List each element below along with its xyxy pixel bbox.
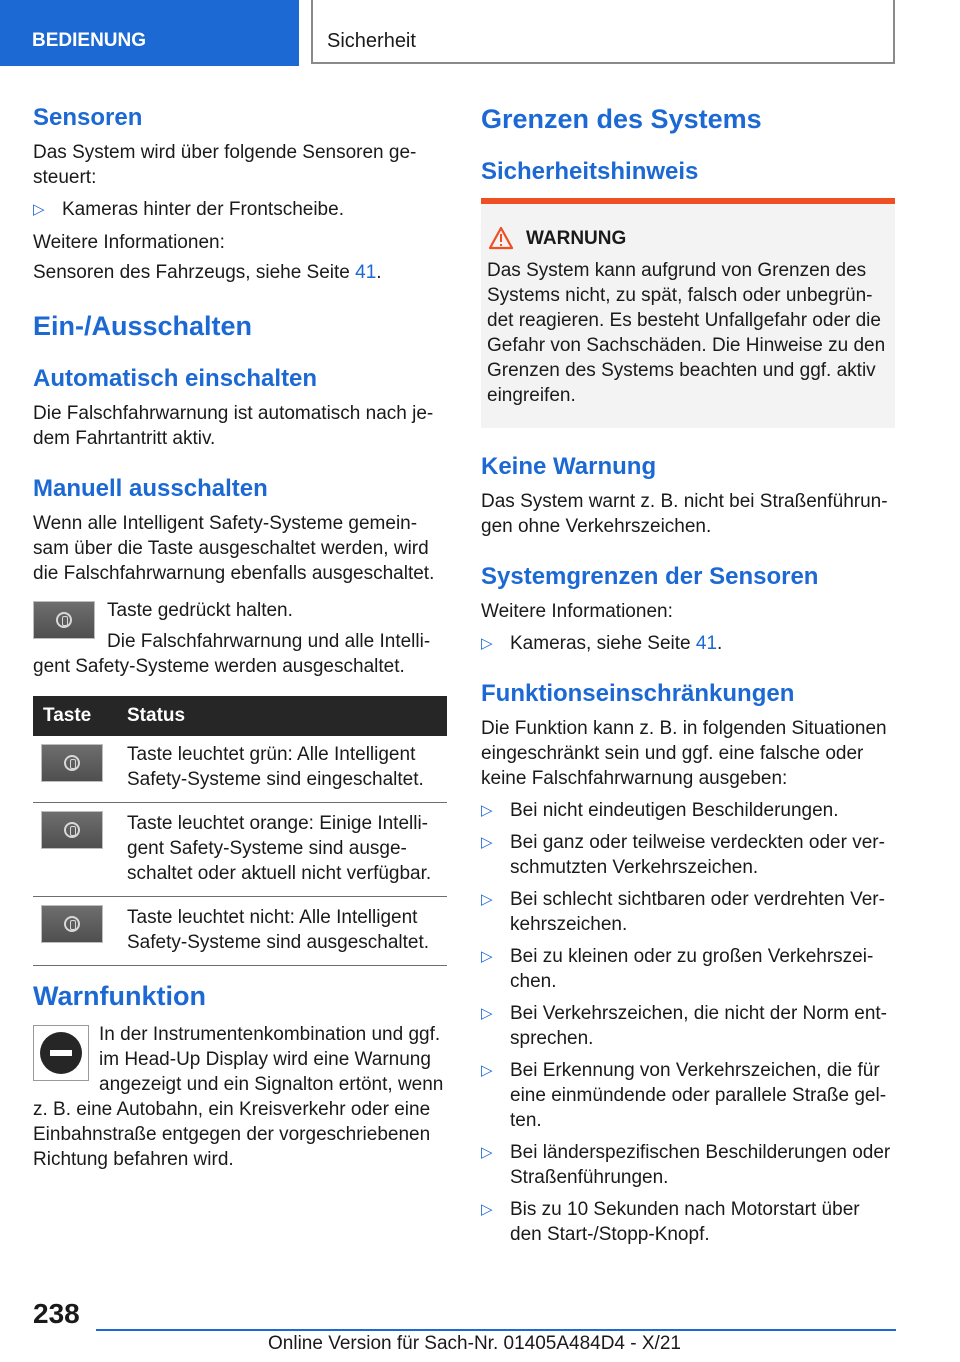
warning-triangle-icon [488,226,514,250]
table-cell-line: Taste leuchtet nicht: Alle Intelligent [127,907,418,928]
safety-icon [56,612,72,628]
page-header [0,0,960,66]
list-item: ▷ Bei Erkennung von Verkehrszeichen, die für eine einmündende oder parallele Straße gel- ten. [481,1060,887,1131]
no-entry-icon [33,1025,89,1081]
safety-button-image [33,601,95,639]
text-warn-2: im Head-Up Display wird eine Warnung [99,1049,431,1070]
heading-grenzen: Grenzen des Systems [481,104,762,134]
text-taste-step2b: gent Safety-Systeme werden ausgeschaltet. [33,656,405,677]
warning-line: Systems nicht, zu spät, falsch oder unbegrün- [487,285,873,306]
safety-icon [64,755,80,771]
warning-line: Gefahr von Sachschäden. Die Hinweise zu den [487,335,886,356]
bullet-triangle-icon: ▷ [481,1201,493,1218]
text-funktion-1: Die Funktion kann z. B. in folgenden Situationen [481,718,887,739]
warning-line: Grenzen des Systems beachten und ggf. aktiv [487,360,876,381]
page-link[interactable]: 41 [355,262,377,283]
table-row [33,736,447,803]
footer-text: Online Version für Sach-Nr. 01405A484D4 - X/21 [268,1333,681,1354]
safety-icon [64,822,80,838]
table-cell-line: Taste leuchtet grün: Alle Intelligent [127,744,416,765]
table-cell-line: schaltet oder aktuell nicht verfügbar. [127,863,432,884]
text-taste-step2a: Die Falschfahrwarnung und alle Intelli- [107,631,431,652]
bullet-triangle-icon: ▷ [481,834,493,851]
list-item: ▷ Bei ganz oder teilweise verdeckten oder ver- schmutzten Verkehrszeichen. [481,832,885,878]
table-cell-line: gent Safety-Systeme sind ausge- [127,838,407,859]
safety-icon [64,916,80,932]
heading-systemgrenzen: Systemgrenzen der Sensoren [481,563,819,590]
heading-ein-aus: Ein-/Ausschalten [33,311,253,341]
warning-line: det reagieren. Es besteht Unfallgefahr oder die [487,310,881,331]
heading-sensoren: Sensoren [33,104,143,131]
text-funktion-2: eingeschränkt sein und ggf. eine falsche oder [481,743,864,764]
text-weitere-right: Weitere Informationen: [481,601,673,622]
text-warn-6: Richtung befahren wird. [33,1149,234,1170]
bullet-triangle-icon: ▷ [481,1062,493,1079]
bullet-triangle-icon: ▷ [481,802,493,819]
text-auto-1: Die Falschfahrwarnung ist automatisch nach je- [33,403,434,424]
text-weitere: Weitere Informationen: [33,232,225,253]
list-item: ▷ Kameras, siehe Seite 41. [481,633,723,654]
bullet-triangle-icon: ▷ [481,635,493,652]
list-item: ▷ Bei nicht eindeutigen Beschilderungen. [481,800,839,821]
text-warn-1: In der Instrumentenkombination und ggf. [99,1024,441,1045]
warning-line: eingreifen. [487,385,576,406]
chapter-tab: Sicherheit [311,0,895,64]
text-funktion-3: keine Falschfahrwarnung ausgeben: [481,768,788,789]
footer-divider [96,1329,896,1331]
text-sensoren-ref: Sensoren des Fahrzeugs, siehe Seite 41. [33,262,382,283]
table-header-row [33,696,447,736]
table-row [33,803,447,897]
table-cell-line: Taste leuchtet orange: Einige Intelli- [127,813,429,834]
section-tab: BEDIENUNG [0,0,299,66]
safety-button-image [41,905,103,943]
text-taste-step1: Taste gedrückt halten. [107,600,293,621]
warning-label: WARNUNG [526,228,627,249]
table-cell-line: Safety-Systeme sind eingeschaltet. [127,769,424,790]
list-item: ▷ Bei schlecht sichtbaren oder verdrehten Ver- kehrszeichen. [481,889,885,935]
text-warn-3: angezeigt und ein Signalton ertönt, wenn [99,1074,444,1095]
list-item: ▷ Bei zu kleinen oder zu großen Verkehrszei- chen. [481,946,874,992]
safety-button-image [41,744,103,782]
safety-button-image [41,811,103,849]
list-item: ▷ Bei Verkehrszeichen, die nicht der Norm ent- sprechen. [481,1003,888,1049]
bullet-triangle-icon: ▷ [481,948,493,965]
warning-line: Das System kann aufgrund von Grenzen des [487,260,867,281]
page-number: 238 [33,1298,80,1329]
list-item: ▷ Kameras hinter der Frontscheibe. [33,199,344,220]
text-keine-1: Das System warnt z. B. nicht bei Straßenführun- [481,491,888,512]
bullet-triangle-icon: ▷ [481,1144,493,1161]
table-cell-line: Safety-Systeme sind ausgeschaltet. [127,932,430,953]
text-warn-5: Einbahnstraße entgegen der vorgeschriebenen [33,1124,431,1145]
status-table [33,696,447,966]
text-warn-4: z. B. eine Autobahn, ein Kreisverkehr oder eine [33,1099,431,1120]
bullet-triangle-icon: ▷ [481,891,493,908]
text-auto-2: dem Fahrtantritt aktiv. [33,428,216,449]
bullet-triangle-icon: ▷ [481,1005,493,1022]
list-item: ▷ Bis zu 10 Sekunden nach Motorstart über den Start-/Stopp-Knopf. [481,1199,860,1245]
heading-sicherheitshinweis: Sicherheitshinweis [481,158,699,185]
heading-automatisch: Automatisch einschalten [33,365,318,392]
heading-warnfunktion: Warnfunktion [33,981,206,1011]
heading-manuell: Manuell ausschalten [33,475,268,502]
text-manuell-3: die Falschfahrwarnung ebenfalls ausgeschaltet. [33,563,435,584]
table-header-status: Status [117,696,447,736]
text-sensoren-1: Das System wird über folgende Sensoren ge- [33,142,417,163]
heading-funktionseinschraenkungen: Funktionseinschränkungen [481,680,795,707]
text-manuell-2: sam über die Taste ausgeschaltet werden, wird [33,538,429,559]
text-manuell-1: Wenn alle Intelligent Safety-Systeme gemein- [33,513,418,534]
list-item: ▷ Bei länderspezifischen Beschilderungen oder Straßenführungen. [481,1142,891,1188]
text-keine-2: gen ohne Verkehrszeichen. [481,516,712,537]
table-header-taste: Taste [33,696,117,736]
bullet-triangle-icon: ▷ [33,201,45,218]
heading-keine-warnung: Keine Warnung [481,453,657,480]
text-sensoren-2: steuert: [33,167,97,188]
page-link[interactable]: 41 [695,633,718,654]
table-row [33,897,447,966]
